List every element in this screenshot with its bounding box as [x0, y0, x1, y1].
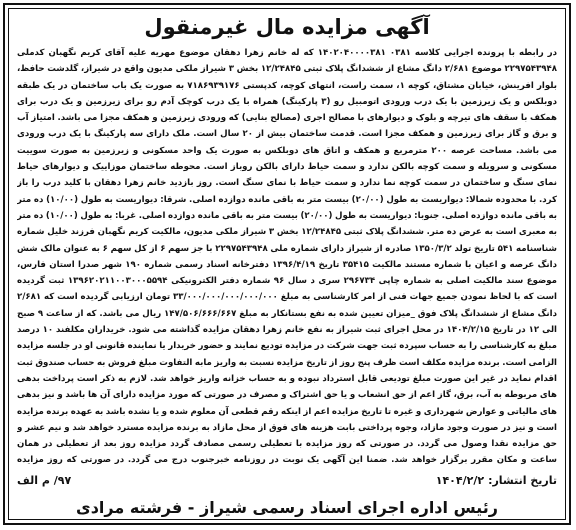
publish-date-block — [436, 471, 557, 491]
notice-frame — [3, 3, 571, 525]
publish-date-label: تاریخ انتشار: — [488, 474, 557, 487]
notice-title: آگهی مزایده مال غیرمنقول — [144, 15, 430, 39]
notice-footer — [17, 471, 557, 525]
signature-line: رئیس اداره اجرای اسناد رسمی شیراز - فرشته مرادی — [76, 498, 498, 517]
publish-date-value: ۱۴۰۴/۲/۲ — [435, 474, 485, 487]
notice-inner-border — [8, 8, 566, 520]
notice-body: در رابطه با پرونده اجرایی کلاسه ۰۳۸۱ ۱۴۰۲۰۴۰۰۰۰۳۸۱ که له خانم زهرا دهقان موضوع مهریه علیه آقای کریم نگهبان کدملی ۲۲۹۷۵۴۳۹۴۸ موضوع ۲/۶۸۱ دانگ مشاع از ششدانگ پلاک ثبتی ۱۲/۲۴۸۴۵ بخش ۳ شیراز ملکی مدیون واقع در شیراز، گلدشت حافظ، بلوار افرینش، خیابان مشتاق، کوچه ۱، سمت راست، انتهای کوچه، کدپستی ۷۱۸۶۹۳۹۱۷۶ به صورت یک باب ساختمان در یک طبقه دوبلکس و یک زیرزمین با یک درب ورودی اتومبیل رو (۳ پارکینگ) همراه با یک درب کوچک آدم رو برای زیرزمین و یک درب برای همکف با سقف های تیرچه و بلوک و دیوارهای با مصالح اجری (مصالح بنایی) که ورودی زیرزمین و همکف مجزا می باشد. امتیاز آب و برق و گاز برای زیرزمین و همکف مجزا است. قدمت ساختمان بیش از ۲۰ سال است. ملک دارای سه پارکینگ با یک درب ورودی می باشد. مساحت عرصه ۲۰۰ مترمربع و همکف و اتاق های دوبلکس به صورت یک واحد مسکونی و زیرزمین به صورت سوییت مسکونی و سرویله و سمت کوچه بالکن ندارد و سمت حیاط دارای بالکن روباز است. محوطه ساختمان موزاییک و دیوارهای حیاط نمای سنگ و ساختمان در سمت کوچه نما ندارد و سمت حیاط با نمای سنگ است. روز بازدید خانم زهرا دهقان با کلید درب را باز کرد. با محدوده شمالا: دیواریست به طول (۲۰/۰۰) بیست متر به باقی مانده دوازده اصلی. شرقا: دیواریست به طول (۱۰/۰۰) ده متر به باقی مانده دوازده اصلی. جنوبا: دیواریست به طول (۲۰/۰۰) بیست متر به باقی مانده دوازده اصلی. غربا: به طول (۱۰/۰۰) ده متر به معبری است به عرض ده متر. ششدانگ پلاک ثبتی ۱۲/۲۴۸۴۵ بخش ۳ شیراز ملکی مدیون، مالکیت کریم نگهبان فرزند خلیل شماره شناسنامه ۵۴۱ تاریخ تولد ۱۳۵۰/۳/۲ صادره از شیراز دارای شماره ملی ۲۲۹۷۵۴۳۹۴۸ با جز سهم ۶ از کل سهم ۶ به عنوان مالک شش دانگ عرصه و اعیان با شماره مستند مالکیت ۳۵۴۱۵ تاریخ ۱۳۹۶/۴/۱۹ دفترخانه اسناد رسمی شماره ۱۹۰ شهر صدرا استان فارس، موضوع سند مالکیت اصلی به شماره چاپی ۲۹۶۷۳۴ سری د سال ۹۶ شماره دفتر الکترونیکی ۱۳۹۶۲۰۲۱۱۰۰۳۰۰۰۵۵۹۴ ثبت گردیده است که با لحاظ نمودن جمیع جهات فنی از امر کارشناسی به مبلغ ۳۳/۰۰۰/۰۰۰/۰۰۰/۰۰۰/۰۰۰ تومان ارزیابی گردیده است که ۲/۶۸۱ دانگ مشاع از ششدانگ پلاک فوق _میزان تعیین شده به نفع بستانکار به مبلغ ۱۴۷/۵۰۶/۶۶۶/۶۶۷ ریال می باشد. که از ساعت ۹ صبح الی ۱۲ در تاریخ ۱۴۰۴/۲/۱۵ در محل اجرای ثبت شیراز به نفع خانم زهرا دهقان مزایده گذاشته می شود. خریداران مکلفند ۱۰ درصد مبلغ به کارشناسی را به حساب سپرده ثبت جهت شرکت در مزایده تودیع نمایند و حضور خریدار یا نماینده قانونی او در جلسه مزایده الزامی است. برنده مزایده مکلف است ظرف پنج روز از تاریخ مزایده نسبت به واریز مابه التفاوت مبلغ فروش به حساب صندوق ثبت اقدام نماید در غیر این صورت مبلغ تودیعی قابل استرداد نبوده و به حساب خزانه واریز خواهد شد. لازم به ذکر است پرداخت بدهی های مربوطه به آب، برق، گاز اعم از حق انشعاب و یا حق اشتراک و مصرف در صورتی که مورد مزایده دارای آن ها باشد و نیز بدهی های مالیاتی و عوارض شهرداری و غیره تا تاریخ مزایده اعم از اینکه رقم قطعی آن معلوم شده و یا نشده باشد به عهده برنده مزایده است و نیز در صورت وجود مازاد، وجوه پرداختی بابت هزینه های فوق از محل مازاد به برنده مزایده مسترد خواهد شد و نیم عشر و حق مزایده نقدا وصول می گردد. در صورتی که روز مزایده با تعطیلی رسمی مصادف گردد مزایده روز بعد از تعطیلی در همان ساعت و مکان مقرر برگزار خواهد شد. ضمنا این آگهی یک نوبت در روزنامه خبرجنوب درج می گردد. در صورتی که روز مزایده — [17, 48, 557, 465]
footer-meta-row — [17, 471, 557, 491]
reference-code: ۹۷/ م الف — [17, 474, 72, 487]
